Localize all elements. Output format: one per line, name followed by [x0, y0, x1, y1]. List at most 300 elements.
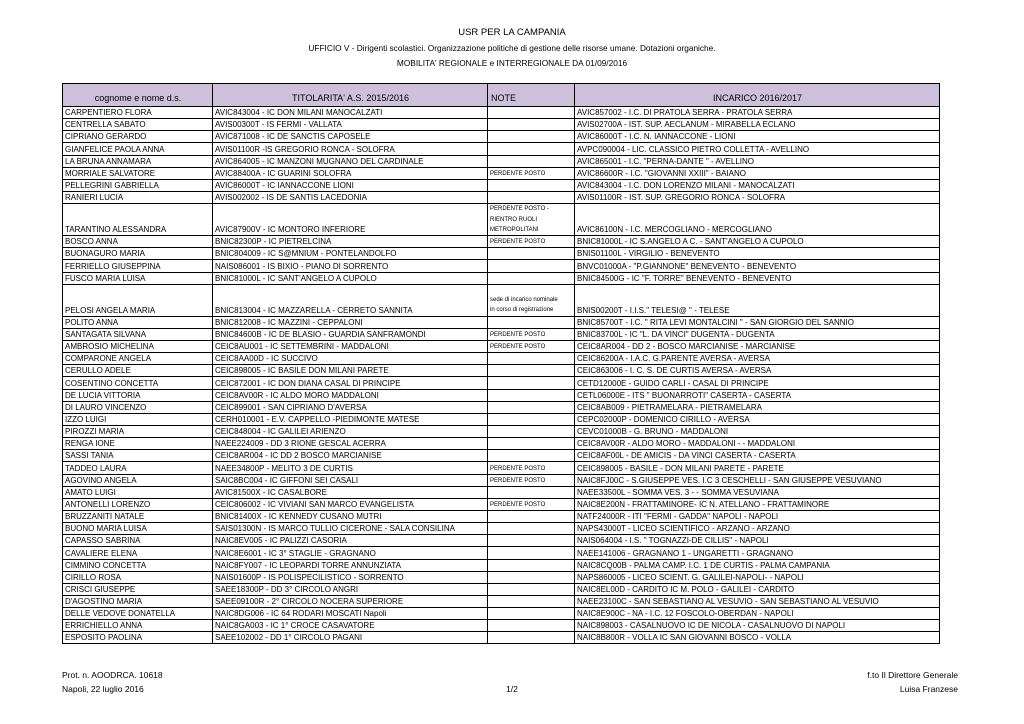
- table-row: [63, 341, 940, 353]
- table-row: [63, 402, 940, 414]
- incarico-school: NATF24000R - ITI "FERMI - GADDA" NAPOLI - NAPOLI: [577, 512, 779, 522]
- titolarita-school: SAEE09100R - 2° CIRCOLO NOCERA SUPERIORE: [215, 597, 404, 607]
- cell-name: [63, 438, 213, 450]
- dirigente-name: SASSI TANIA: [65, 451, 114, 461]
- cell-titolarita: [213, 414, 488, 426]
- cell-note: [488, 511, 575, 523]
- incarico-school: CEIC8AR004 - DD 2 - BOSCO MARCIANISE - MARCIANISE: [577, 342, 796, 352]
- titolarita-school: SAEE18300P - DD 3° CIRCOLO ANGRI: [215, 584, 359, 594]
- dirigente-name: FERRIELLO GIUSEPPINA: [65, 261, 161, 271]
- document-subtitle-2: MOBILITA' REGIONALE e INTERREGIONALE DA 01/09/2016: [396, 58, 628, 68]
- dirigente-name: AGOVINO ANGELA: [65, 475, 137, 485]
- cell-titolarita: [213, 341, 488, 353]
- table-row: [63, 377, 940, 389]
- titolarita-school: NAIC8DG006 - IC 64 RODARI MOSCATI Napoli: [215, 609, 387, 619]
- cell-note: [488, 462, 575, 474]
- incarico-school: AVIS01100R - IST. SUP. GREGORIO RONCA - SOLOFRA: [577, 193, 786, 203]
- cell-titolarita: [213, 450, 488, 462]
- dirigente-name: TADDEO LAURA: [65, 463, 127, 473]
- cell-incarico: [575, 475, 940, 487]
- dirigente-name: COSENTINO CONCETTA: [65, 378, 159, 388]
- dirigente-name: DELLE VEDOVE DONATELLA: [65, 609, 176, 619]
- incarico-school: NAPS43000T - LICEO SCIENTIFICO - ARZANO - ARZANO: [577, 524, 790, 534]
- cell-name: [63, 523, 213, 535]
- titolarita-school: CEIC898005 - IC BASILE DON MILANI PARETE: [215, 366, 389, 376]
- table-row: [63, 608, 940, 620]
- cell-titolarita: [213, 596, 488, 608]
- cell-titolarita: [213, 131, 488, 143]
- incarico-school: AVIC857002 - I.C. DI PRATOLA SERRA - PRATOLA SERRA: [577, 108, 793, 118]
- titolarita-school: AVIC81500X - IC CASALBORE: [215, 487, 327, 497]
- cell-titolarita: [213, 462, 488, 474]
- table-row: [63, 596, 940, 608]
- cell-name: [63, 204, 213, 236]
- cell-name: [63, 365, 213, 377]
- titolarita-school: CEIC8AV00R - IC ALDO MORO MADDALONI: [215, 390, 379, 400]
- cell-titolarita: [213, 572, 488, 584]
- cell-name: [63, 168, 213, 180]
- column-header-name-label: cognome e nome d.s.: [94, 93, 182, 103]
- titolarita-school: NAIS01600P - IS POLISPECILISTICO - SORRENTO: [215, 572, 404, 582]
- cell-incarico: [575, 487, 940, 499]
- cell-incarico: [575, 365, 940, 377]
- table-row: [63, 107, 940, 119]
- cell-incarico: [575, 156, 940, 168]
- dirigente-name: CERULLO ADELE: [65, 366, 131, 376]
- cell-note: [488, 236, 575, 248]
- titolarita-school: AVIC87900V - IC MONTORO INFERIORE: [215, 225, 366, 235]
- table-body: [63, 107, 940, 644]
- cell-titolarita: [213, 584, 488, 596]
- incarico-school: CEVC01000B - G. BRUNO - MADDALONI: [577, 427, 729, 437]
- titolarita-school: AVIC88400A - IC GUARINI SOLOFRA: [215, 168, 352, 178]
- table-row: [63, 285, 940, 317]
- cell-titolarita: [213, 248, 488, 260]
- table-row: [63, 236, 940, 248]
- incarico-school: CEIC8AB009 - PIETRAMELARA - PIETRAMELARA: [577, 402, 762, 412]
- cell-incarico: [575, 608, 940, 620]
- cell-incarico: [575, 341, 940, 353]
- incarico-school: CEPC02000P - DOMENICO CIRILLO - AVERSA: [577, 414, 750, 424]
- cell-note: [488, 608, 575, 620]
- cell-titolarita: [213, 329, 488, 341]
- cell-incarico: [575, 499, 940, 511]
- cell-note: [488, 584, 575, 596]
- incarico-school: AVIC865001 - I.C. "PERNA-DANTE " - AVELLINO: [577, 156, 754, 166]
- note-text: PERDENTE POSTO: [490, 170, 546, 177]
- cell-titolarita: [213, 535, 488, 547]
- cell-note: [488, 487, 575, 499]
- cell-note: [488, 285, 575, 317]
- cell-note: [488, 180, 575, 192]
- cell-name: [63, 107, 213, 119]
- column-header-titolarita-label: TITOLARITA' A.S. 2015/2016: [292, 93, 409, 103]
- titolarita-school: BNIC813004 - IC MAZZARELLA - CERRETO SANNITA: [215, 305, 413, 315]
- cell-incarico: [575, 377, 940, 389]
- table-row: [63, 260, 940, 272]
- incarico-school: BNVC01000A - "P.GIANNONE" BENEVENTO - BENEVENTO: [577, 261, 797, 271]
- dirigente-name: MORRIALE SALVATORE: [65, 168, 156, 178]
- table-row: [63, 329, 940, 341]
- incarico-school: NAIS064004 - I.S. " TOGNAZZI-DE CILLIS" - NAPOLI: [577, 536, 769, 546]
- cell-note: [488, 632, 575, 644]
- dirigente-name: PIROZZI MARIA: [65, 427, 125, 437]
- dirigente-name: CAPASSO SABRINA: [65, 536, 141, 546]
- note-line: PERDENTE POSTO -: [490, 206, 549, 213]
- cell-incarico: [575, 511, 940, 523]
- cell-titolarita: [213, 192, 488, 204]
- signature-title: f.to Il Direttore Generale: [867, 670, 958, 680]
- cell-note: [488, 260, 575, 272]
- incarico-school: NAEE141006 - GRAGNANO 1 - UNGARETTI - GRAGNANO: [577, 548, 794, 558]
- cell-titolarita: [213, 475, 488, 487]
- incarico-school: BNIS00200T - I.I.S." TELESI@ " - TELESE: [577, 305, 730, 315]
- note-text: PERDENTE POSTO: [490, 465, 546, 472]
- note-line: sede di incarico nominale: [490, 297, 558, 304]
- table-row: [63, 131, 940, 143]
- table-row: [63, 365, 940, 377]
- cell-incarico: [575, 560, 940, 572]
- titolarita-school: CEIC8AU001 - IC SETTEMBRINI - MADDALONI: [215, 342, 389, 352]
- dirigente-name: BUONO MARIA LUISA: [65, 524, 147, 534]
- cell-name: [63, 143, 213, 155]
- dirigente-name: SANTAGATA SILVANA: [65, 329, 147, 339]
- incarico-school: CEIC86200A - I.A.C. G.PARENTE AVERSA - AVERSA: [577, 354, 770, 364]
- dirigente-name: TARANTINO ALESSANDRA: [65, 225, 167, 235]
- incarico-school: NAIC8B800R - VOLLA IC SAN GIOVANNI BOSCO - VOLLA: [577, 633, 792, 643]
- table-row: [63, 273, 940, 285]
- incarico-school: NAIC898003 - CASALNUOVO IC DE NICOLA - CASALNUOVO DI NAPOLI: [577, 621, 846, 631]
- document-subtitle: UFFICIO V - Dirigenti scolastici. Organizzazione politiche di gestione delle risorse umane. Dotazioni organiche.: [308, 43, 716, 53]
- incarico-school: BNIC85700T - I.C. " RITA LEVI MONTALCINI " - SAN GIORGIO DEL SANNIO: [577, 317, 854, 327]
- cell-incarico: [575, 584, 940, 596]
- table-row: [63, 475, 940, 487]
- incarico-school: NAIC8CQ00B - PALMA CAMP. I.C. 1 DE CURTIS - PALMA CAMPANIA: [577, 560, 830, 570]
- note-line: in corso di registrazione: [490, 307, 554, 314]
- cell-titolarita: [213, 632, 488, 644]
- cell-titolarita: [213, 156, 488, 168]
- incarico-school: NAPS860005 - LICEO SCIENT. G. GALILEI-NAPOLI- - NAPOLI: [577, 572, 804, 582]
- cell-name: [63, 535, 213, 547]
- dirigente-name: DI LAURO VINCENZO: [65, 402, 147, 412]
- cell-name: [63, 499, 213, 511]
- incarico-school: NAEE23100C - SAN SEBASTIANO AL VESUVIO - SAN SEBASTIANO AL VESUVIO: [577, 597, 879, 607]
- incarico-school: CETD12000E - GUIDO CARLI - CASAL DI PRINCIPE: [577, 378, 769, 388]
- note-text: PERDENTE POSTO: [490, 501, 546, 508]
- incarico-school: NAIC8FJ00C - S.GIUSEPPE VES. I.C 3 CESCHELLI - SAN GIUSEPPE VESUVIANO: [577, 475, 882, 485]
- table-row: [63, 632, 940, 644]
- column-header-incarico-label: INCARICO 2016/2017: [712, 93, 803, 103]
- cell-titolarita: [213, 377, 488, 389]
- cell-incarico: [575, 285, 940, 317]
- cell-name: [63, 608, 213, 620]
- cell-incarico: [575, 632, 940, 644]
- titolarita-school: NAIS086001 - IS BIXIO - PIANO DI SORRENTO: [215, 261, 389, 271]
- cell-note: [488, 450, 575, 462]
- cell-note: [488, 131, 575, 143]
- cell-incarico: [575, 317, 940, 329]
- cell-note: [488, 377, 575, 389]
- table-row: [63, 511, 940, 523]
- cell-name: [63, 119, 213, 131]
- cell-note: [488, 620, 575, 632]
- place-date: Napoli, 22 luglio 2016: [62, 684, 144, 694]
- cell-incarico: [575, 438, 940, 450]
- cell-incarico: [575, 168, 940, 180]
- cell-incarico: [575, 192, 940, 204]
- table-row: [63, 560, 940, 572]
- cell-note: [488, 572, 575, 584]
- note-line: METROPOLITANI: [490, 226, 539, 233]
- cell-incarico: [575, 462, 940, 474]
- cell-note: [488, 365, 575, 377]
- titolarita-school: NAEE34800P - MELITO 3 DE CURTIS: [215, 463, 353, 473]
- cell-name: [63, 180, 213, 192]
- cell-incarico: [575, 353, 940, 365]
- dirigente-name: FUSCO MARIA LUISA: [65, 273, 146, 283]
- column-header-titolarita: [213, 84, 488, 107]
- cell-name: [63, 560, 213, 572]
- table-row: [63, 584, 940, 596]
- cell-incarico: [575, 596, 940, 608]
- document-title: USR PER LA CAMPANIA: [458, 27, 566, 38]
- cell-name: [63, 260, 213, 272]
- cell-incarico: [575, 260, 940, 272]
- incarico-school: CEIC8AF00L - DE AMICIS - DA VINCI CASERTA - CASERTA: [577, 451, 796, 461]
- table-row: [63, 192, 940, 204]
- table-row: [63, 426, 940, 438]
- titolarita-school: AVIS00300T - IS FERMI - VALLATA: [215, 120, 342, 130]
- note-text: PERDENTE POSTO: [490, 344, 546, 351]
- dirigente-name: BOSCO ANNA: [65, 237, 118, 247]
- dirigente-name: RENGA IONE: [65, 439, 115, 449]
- cell-note: [488, 317, 575, 329]
- cell-note: [488, 329, 575, 341]
- dirigente-name: GIANFELICE PAOLA ANNA: [65, 144, 165, 154]
- cell-incarico: [575, 572, 940, 584]
- signature-name: Luisa Franzese: [899, 684, 958, 694]
- cell-titolarita: [213, 523, 488, 535]
- titolarita-school: BNIC804009 - IC S@MNIUM - PONTELANDOLFO: [215, 249, 397, 259]
- cell-titolarita: [213, 620, 488, 632]
- cell-note: [488, 156, 575, 168]
- cell-name: [63, 572, 213, 584]
- cell-name: [63, 584, 213, 596]
- dirigente-name: COMPARONE ANGELA: [65, 354, 152, 364]
- cell-titolarita: [213, 119, 488, 131]
- cell-titolarita: [213, 168, 488, 180]
- dirigente-name: ANTONELLI LORENZO: [65, 499, 151, 509]
- table-row: [63, 168, 940, 180]
- table-row: [63, 353, 940, 365]
- cell-titolarita: [213, 438, 488, 450]
- cell-name: [63, 285, 213, 317]
- titolarita-school: NAIC8GA003 - IC 1° CROCE CASAVATORE: [215, 621, 375, 631]
- cell-titolarita: [213, 353, 488, 365]
- cell-note: [488, 535, 575, 547]
- cell-name: [63, 462, 213, 474]
- dirigente-name: ESPOSITO PAOLINA: [65, 633, 143, 643]
- cell-name: [63, 632, 213, 644]
- cell-note: [488, 248, 575, 260]
- titolarita-school: CEIC8AR004 - IC DD 2 BOSCO MARCIANISE: [215, 451, 382, 461]
- incarico-school: BNIC83700L - IC "L. DA VINCI" DUGENTA - DUGENTA: [577, 329, 775, 339]
- table-row: [63, 248, 940, 260]
- cell-incarico: [575, 107, 940, 119]
- table-row: [63, 317, 940, 329]
- cell-note: [488, 353, 575, 365]
- table-row: [63, 180, 940, 192]
- table-row: [63, 462, 940, 474]
- titolarita-school: BNIC84600B - IC DE BLASIO - GUARDIA SANFRAMONDI: [215, 329, 426, 339]
- column-header-note-label: NOTE: [491, 93, 517, 103]
- dirigente-name: POLITO ANNA: [65, 317, 119, 327]
- dirigente-name: BUONAGURO MARIA: [65, 249, 146, 259]
- cell-note: [488, 192, 575, 204]
- cell-titolarita: [213, 317, 488, 329]
- cell-incarico: [575, 143, 940, 155]
- dirigente-name: CIMMINO CONCETTA: [65, 560, 147, 570]
- column-header-incarico: [575, 84, 940, 107]
- incarico-school: CEIC863006 - I. C. S. DE CURTIS AVERSA - AVERSA: [577, 366, 772, 376]
- titolarita-school: CEIC806002 - IC VIVIANI SAN MARCO EVANGELISTA: [215, 499, 414, 509]
- cell-name: [63, 329, 213, 341]
- cell-titolarita: [213, 365, 488, 377]
- dirigente-name: IZZO LUIGI: [65, 414, 107, 424]
- cell-note: [488, 560, 575, 572]
- titolarita-school: BNIC82300P - IC PIETRELCINA: [215, 237, 332, 247]
- note-text: PERDENTE POSTO: [490, 477, 546, 484]
- cell-note: [488, 168, 575, 180]
- cell-note: [488, 438, 575, 450]
- note-text: PERDENTE POSTO: [490, 239, 546, 246]
- mobility-table: [62, 83, 940, 644]
- cell-titolarita: [213, 547, 488, 559]
- titolarita-school: NAIC8FY007 - IC LEOPARDI TORRE ANNUNZIATA: [215, 560, 401, 570]
- cell-name: [63, 341, 213, 353]
- table-row: [63, 414, 940, 426]
- incarico-school: NAIC8E900C - NA - I.C. 12 FOSCOLO-OBERDAN - NAPOLI: [577, 609, 794, 619]
- incarico-school: AVPC090004 - LIC. CLASSICO PIETRO COLLETTA - AVELLINO: [577, 144, 810, 154]
- cell-incarico: [575, 273, 940, 285]
- titolarita-school: SAIC8BC004 - IC GIFFONI SEI CASALI: [215, 475, 359, 485]
- incarico-school: BNIC84500G - IC "F. TORRE" BENEVENTO - BENEVENTO: [577, 273, 792, 283]
- cell-incarico: [575, 248, 940, 260]
- cell-incarico: [575, 204, 940, 236]
- cell-incarico: [575, 523, 940, 535]
- dirigente-name: BRUZZANITI NATALE: [65, 512, 145, 522]
- cell-note: [488, 204, 575, 236]
- dirigente-name: CRISCI GIUSEPPE: [65, 584, 136, 594]
- table-row: [63, 535, 940, 547]
- cell-incarico: [575, 450, 940, 462]
- incarico-school: BNIC81000L - IC S.ANGELO A C. - SANT'ANGELO A CUPOLO: [577, 237, 804, 247]
- cell-incarico: [575, 131, 940, 143]
- table-row: [63, 156, 940, 168]
- titolarita-school: CEIC899001 - SAN CIPRIANO D'AVERSA: [215, 402, 367, 412]
- cell-note: [488, 499, 575, 511]
- titolarita-school: SAIS01300N - IS MARCO TULLIO CICERONE - SALA CONSILINA: [215, 524, 455, 534]
- cell-incarico: [575, 236, 940, 248]
- incarico-school: NAIC8EL00D - CARDITO IC M. POLO - GALILEI - CARDITO: [577, 584, 795, 594]
- cell-note: [488, 273, 575, 285]
- titolarita-school: NAEE224009 - DD 3 RIONE GESCAL ACERRA: [215, 439, 386, 449]
- incarico-school: NAIC8E200N - FRATTAMINORE- IC N. ATELLANO - FRATTAMINORE: [577, 499, 830, 509]
- cell-name: [63, 248, 213, 260]
- incarico-school: AVIS02700A - IST. SUP. AECLANUM - MIRABELLA ECLANO: [577, 120, 796, 130]
- cell-note: [488, 414, 575, 426]
- cell-titolarita: [213, 511, 488, 523]
- table-row: [63, 204, 940, 236]
- table-row: [63, 487, 940, 499]
- cell-name: [63, 547, 213, 559]
- dirigente-name: LA BRUNA ANNAMARA: [65, 156, 152, 166]
- titolarita-school: CEIC872001 - IC DON DIANA CASAL DI PRINCIPE: [215, 378, 401, 388]
- cell-titolarita: [213, 390, 488, 402]
- cell-note: [488, 475, 575, 487]
- incarico-school: CEIC8AV00R - ALDO MORO - MADDALONI - - MADDALONI: [577, 439, 796, 449]
- cell-titolarita: [213, 204, 488, 236]
- cell-note: [488, 402, 575, 414]
- titolarita-school: BNIC81400X - IC KENNEDY CUSANO MUTRI: [215, 512, 382, 522]
- cell-name: [63, 511, 213, 523]
- cell-name: [63, 390, 213, 402]
- cell-name: [63, 273, 213, 285]
- incarico-school: NAEE33500L - SOMMA VES. 3 - - SOMMA VESUVIANA: [577, 487, 779, 497]
- table-header-row: [63, 84, 940, 107]
- cell-incarico: [575, 414, 940, 426]
- cell-name: [63, 377, 213, 389]
- cell-titolarita: [213, 260, 488, 272]
- cell-name: [63, 426, 213, 438]
- titolarita-school: AVIC871008 - IC DE SANCTIS CAPOSELE: [215, 132, 371, 142]
- titolarita-school: CEIC8AA00D - IC SUCCIVO: [215, 354, 318, 364]
- cell-name: [63, 487, 213, 499]
- titolarita-school: AVIC843004 - IC DON MILANI MANOCALZATI: [215, 108, 383, 118]
- cell-note: [488, 523, 575, 535]
- table-row: [63, 620, 940, 632]
- cell-incarico: [575, 535, 940, 547]
- cell-titolarita: [213, 608, 488, 620]
- cell-incarico: [575, 402, 940, 414]
- cell-note: [488, 119, 575, 131]
- dirigente-name: CIRILLO ROSA: [65, 572, 122, 582]
- table-row: [63, 572, 940, 584]
- cell-name: [63, 236, 213, 248]
- titolarita-school: CEIC848004 - IC GALILEI ARIENZO: [215, 427, 346, 437]
- table-row: [63, 390, 940, 402]
- dirigente-name: CAVALIERE ELENA: [65, 548, 138, 558]
- cell-name: [63, 475, 213, 487]
- incarico-school: AVIC86100N - I.C. MERCOGLIANO - MERCOGLIANO: [577, 225, 773, 235]
- titolarita-school: SAEE102002 - DD 1° CIRCOLO PAGANI: [215, 633, 363, 643]
- titolarita-school: NAIC8EV005 - IC PALIZZI CASORIA: [215, 536, 347, 546]
- table-row: [63, 119, 940, 131]
- cell-name: [63, 131, 213, 143]
- cell-titolarita: [213, 487, 488, 499]
- dirigente-name: AMBROSIO MICHELINA: [65, 342, 154, 352]
- dirigente-name: RANIERI LUCIA: [65, 193, 124, 203]
- cell-name: [63, 414, 213, 426]
- cell-titolarita: [213, 143, 488, 155]
- cell-titolarita: [213, 107, 488, 119]
- cell-titolarita: [213, 499, 488, 511]
- incarico-school: BNIS01100L - VIRGILIO - BENEVENTO: [577, 249, 720, 259]
- titolarita-school: BNIC81000L - IC SANT'ANGELO A CUPOLO: [215, 273, 377, 283]
- dirigente-name: AMATO LUIGI: [65, 487, 116, 497]
- incarico-school: CEIC898005 - BASILE - DON MILANI PARETE - PARETE: [577, 463, 784, 473]
- cell-titolarita: [213, 402, 488, 414]
